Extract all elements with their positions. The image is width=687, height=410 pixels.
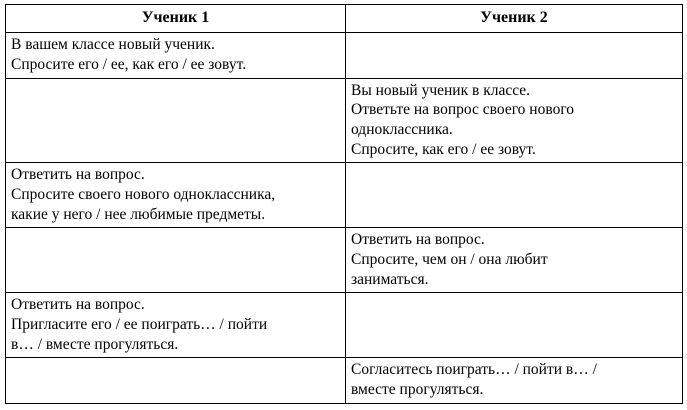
cell-line: заниматься. xyxy=(351,270,429,288)
cell-line: Ответить на вопрос. xyxy=(351,231,485,249)
cell-line: Спросите, чем он / она любит xyxy=(351,251,548,269)
table-row xyxy=(6,358,683,403)
cell-line: В вашем классе новый ученик. xyxy=(11,36,215,54)
cell-line: в… / вместе прогуляться. xyxy=(11,335,179,353)
cell-student-2 xyxy=(346,78,683,163)
cell-student-2-empty xyxy=(346,33,683,78)
table-row xyxy=(6,163,683,228)
table-header-row xyxy=(6,5,683,33)
cell-line: вместе прогуляться. xyxy=(351,381,484,399)
cell-student-1 xyxy=(6,33,346,78)
cell-student-2 xyxy=(346,228,683,293)
dialog-roleplay-table xyxy=(5,4,683,404)
cell-line: Ответьте на вопрос своего нового xyxy=(351,101,575,119)
cell-student-1-empty xyxy=(6,78,346,163)
cell-line: Ответить на вопрос. xyxy=(11,166,145,184)
cell-line: Пригласите его / ее поиграть… / пойти xyxy=(11,316,268,334)
cell-line: Согласитесь поиграть… / пойти в… / xyxy=(351,361,597,379)
cell-line: Спросите его / ее, как его / ее зовут. xyxy=(11,55,247,73)
cell-student-2-empty xyxy=(346,293,683,358)
table-row xyxy=(6,33,683,78)
cell-line: Спросите, как его / ее зовут. xyxy=(351,140,536,158)
cell-student-2-empty xyxy=(346,163,683,228)
column-header-student-1: Ученик 1 xyxy=(6,5,346,33)
cell-line: какие у него / нее любимые предметы. xyxy=(11,205,266,223)
cell-student-1-empty xyxy=(6,358,346,403)
cell-student-1-empty xyxy=(6,228,346,293)
cell-student-1 xyxy=(6,293,346,358)
table-row xyxy=(6,293,683,358)
cell-student-1 xyxy=(6,163,346,228)
cell-student-2 xyxy=(346,358,683,403)
table-row xyxy=(6,228,683,293)
cell-line: Спросите своего нового одноклассника, xyxy=(11,186,276,204)
table-row xyxy=(6,78,683,163)
cell-line: одноклассника. xyxy=(351,121,453,138)
cell-line: Вы новый ученик в классе. xyxy=(351,81,531,99)
cell-line: Ответить на вопрос. xyxy=(11,296,145,314)
column-header-student-2: Ученик 2 xyxy=(346,5,683,33)
